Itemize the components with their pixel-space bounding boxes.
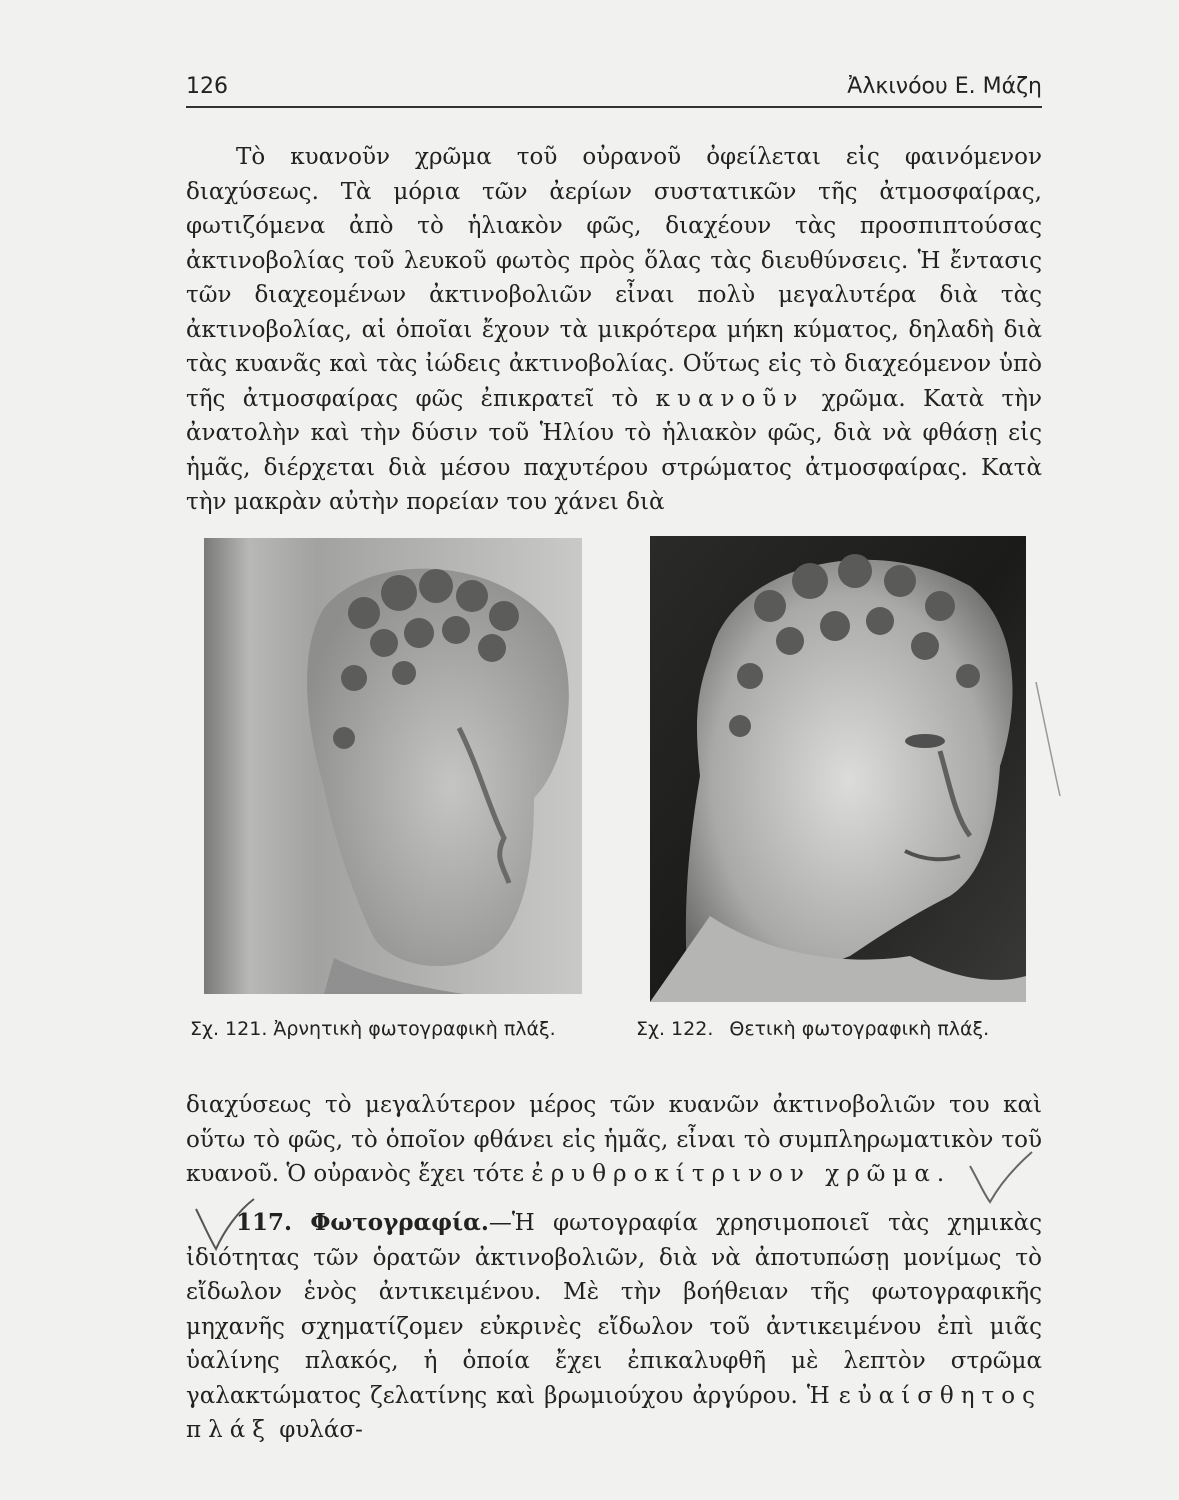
paragraph-1-text: Τὸ κυανοῦν χρῶμα τοῦ οὐρανοῦ ὀφείλεται εἰς φαινόμενον διαχύσεως. Τὰ μόρια τῶν ἀερίων συστατικῶν τῆς ἀτμοσφαίρας, φωτιζόμενα ἀπὸ τὸ ἡλιακὸν φῶς, διαχέουν τὰς προσπιπτούσας ἀκτινοβολίας τοῦ λευκοῦ φωτὸς πρὸς ὅλας τὰς διευθύνσεις. Ἡ ἔντασις τῶν διαχεομένων ἀκτινοβολιῶν εἶναι πολὺ μεγαλυτέρα διὰ τὰς ἀκτινοβολίας, αἱ ὁποῖαι ἔχουν τὰ μικρότερα μήκη κύματος, δηλαδὴ διὰ τὰς κυανᾶς καὶ τὰς ἰώδεις ἀκτινοβολίας. Οὕτως εἰς τὸ διαχεόμενον ὑπὸ τῆς ἀτμοσφαίρας φῶς ἐπικρατεῖ τὸ (186, 144, 1042, 412)
paragraph-3-end: φυλάσ- (279, 1417, 363, 1443)
figure-caption-text: Ἀρνητικὴ φωτογραφικὴ πλάξ. (273, 1018, 556, 1040)
figure-caption-text: Θετικὴ φωτογραφικὴ πλάξ. (729, 1018, 990, 1040)
header-rule (186, 106, 1042, 108)
handwritten-margin-mark-icon (1030, 680, 1070, 800)
paragraph-3-text: —Ἡ φωτογραφία χρησιμοποιεῖ τὰς χημικὰς ἰδιότητας τῶν ὁρατῶν ἀκτινοβολιῶν, διὰ νὰ ἀποτυπώσῃ μονίμως τὸ εἴδωλον ἑνὸς ἀντικειμένου. Μὲ τὴν βοήθειαν τῆς φωτογραφικῆς μηχανῆς σχηματίζομεν εὐκρινὲς εἴδωλον τοῦ ἀντικειμένου ἐπὶ μιᾶς ὑαλίνης πλακός, ἡ ὁποία ἔχει ἐπικαλυφθῆ μὲ λεπτὸν στρῶμα γαλακτώματος ζελατίνης καὶ βρωμιούχου ἀργύρου. Ἡ (186, 1210, 1042, 1409)
spaced-word-erythrokitrinon: ἐρυθροκίτρινον χρῶμα. (531, 1161, 952, 1187)
statue-head-positive-image (650, 536, 1026, 1002)
figure-121-negative-plate (204, 538, 582, 994)
spaced-word-euaisthetos: εὐαίσθητος πλάξ (186, 1382, 1043, 1443)
figure-label: Σχ. 122. (636, 1018, 714, 1040)
running-head: Ἀλκινόου Ε. Μάζη (847, 74, 1042, 99)
caption-figure-122 (636, 1018, 989, 1040)
page-number: 126 (186, 74, 228, 99)
paragraph-2-text: διαχύσεως τὸ μεγαλύτερον μέρος τῶν κυανῶν ἀκτινοβολιῶν του καὶ οὕτω τὸ φῶς, τὸ ὁποῖον φθάνει εἰς ἡμᾶς, εἶναι τὸ συμπληρωματικὸν τοῦ κυανοῦ. Ὁ οὐρανὸς ἔχει τότε (186, 1092, 1042, 1187)
paragraph-sunset-color (186, 1088, 1042, 1192)
paragraph-sky-color (186, 140, 1042, 520)
spaced-word-kyanoun: κυανοῦν (655, 385, 805, 412)
caption-figure-121 (190, 1018, 556, 1040)
figure-label: Σχ. 121. (190, 1018, 268, 1040)
figure-122-positive-plate (650, 536, 1026, 1002)
handwritten-check-mark-icon (190, 1195, 260, 1255)
handwritten-check-mark-icon (966, 1150, 1036, 1210)
paragraph-photography (186, 1206, 1042, 1448)
statue-head-negative-image (204, 538, 582, 994)
section-title: Φωτογραφία. (310, 1209, 489, 1236)
page-header (186, 68, 1042, 104)
section-number: 117. (236, 1209, 293, 1236)
paragraph-1-end: χρῶμα. Κατὰ τὴν ἀνατολὴν καὶ τὴν δύσιν τοῦ Ἡλίου τὸ ἡλιακὸν φῶς, διὰ νὰ φθάσῃ εἰς ἡμᾶς, διέρχεται διὰ μέσου παχυτέρου στρώματος ἀτμοσφαίρας. Κατὰ τὴν μακρὰν αὐτὴν πορείαν του χάνει διὰ (186, 385, 1042, 515)
